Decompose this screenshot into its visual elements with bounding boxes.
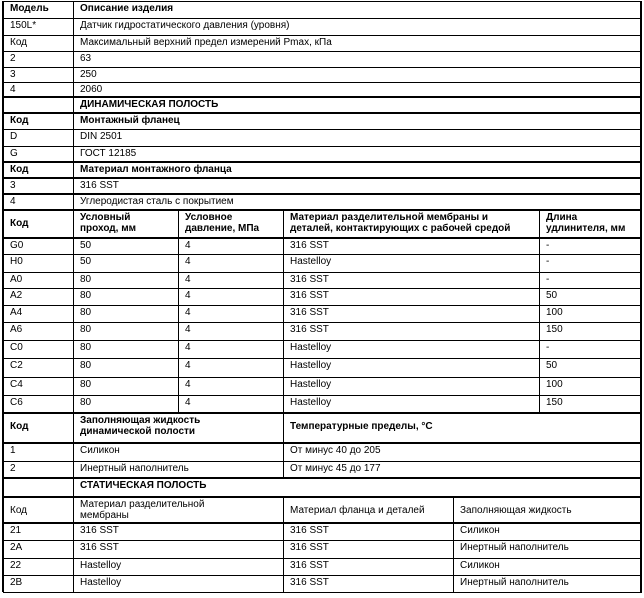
pressure-code: 2 [10,53,16,64]
membrane-row-dn: 80 [80,360,92,371]
static-row-fluid: Силикон [460,560,500,571]
static-row-code: 22 [10,560,22,571]
membrane-row-length: 50 [546,290,558,301]
membrane-row-code: G0 [10,240,24,251]
fill-row-temperature: От минус 40 до 205 [290,445,381,456]
pressure-header: Максимальный верхний предел измерений Pmax, кПа [80,37,332,48]
static-row-code: 2B [10,577,23,588]
membrane-row-code: C2 [10,360,23,371]
flange-code: D [10,131,18,142]
flange-value: DIN 2501 [80,131,123,142]
static-membrane-header: Материал разделительной мембраны [80,499,205,521]
flange-code: G [10,148,18,159]
membrane-row-code: C6 [10,397,23,408]
static-row-code: 21 [10,525,22,536]
membrane-row-material: Hastelloy [290,256,332,267]
membrane-row-code: A0 [10,274,23,285]
fill-row-fluid: Силикон [80,445,120,456]
flange-material-value: Углеродистая сталь с покрытием [80,196,234,207]
membrane-row-code: C4 [10,379,23,390]
membrane-row-dn: 80 [80,307,92,318]
pressure-value: 250 [80,69,97,80]
membrane-row-length: - [546,256,550,267]
static-cavity-title: СТАТИЧЕСКАЯ ПОЛОСТЬ [80,480,207,491]
membrane-row-length: 150 [546,397,563,408]
nominal-pressure-header: Условное давление, МПа [185,212,260,234]
flange-material-code: 3 [10,180,16,191]
dynamic-cavity-title: ДИНАМИЧЕСКАЯ ПОЛОСТЬ [80,99,219,110]
extension-length-header: Длина удлинителя, мм [546,212,626,234]
flange-value: ГОСТ 12185 [80,148,137,159]
membrane-row-dn: 50 [80,240,92,251]
static-row-flange: 316 SST [290,525,329,536]
flange-header: Монтажный фланец [80,115,180,126]
fill-code-header: Код [10,421,29,432]
pressure-value: 63 [80,53,92,64]
membrane-row-pn: 4 [185,360,191,371]
static-row-fluid: Инертный наполнитель [460,577,569,588]
membrane-row-material: Hastelloy [290,397,332,408]
membrane-row-dn: 80 [80,397,92,408]
static-row-membrane: Hastelloy [80,577,122,588]
membrane-row-code: A2 [10,290,23,301]
membrane-row-dn: 80 [80,342,92,353]
membrane-row-length: 50 [546,360,558,371]
membrane-row-dn: 80 [80,324,92,335]
membrane-row-pn: 4 [185,307,191,318]
membrane-row-pn: 4 [185,342,191,353]
membrane-row-pn: 4 [185,240,191,251]
membrane-row-material: 316 SST [290,290,329,301]
membrane-material-header: Материал разделительной мембраны и деталей, контактирующих с рабочей средой [290,212,511,234]
model-description: Датчик гидростатического давления (уровня) [80,20,290,31]
membrane-row-length: - [546,342,550,353]
static-row-flange: 316 SST [290,577,329,588]
description-column-header: Описание изделия [80,3,174,14]
static-row-membrane: 316 SST [80,525,119,536]
static-code-header: Код [10,505,28,516]
membrane-row-dn: 80 [80,379,92,390]
membrane-row-code: A4 [10,307,23,318]
static-row-flange: 316 SST [290,542,329,553]
membrane-row-length: - [546,274,550,285]
model-code: 150L* [10,20,37,31]
static-row-membrane: Hastelloy [80,560,122,571]
membrane-row-material: Hastelloy [290,360,332,371]
membrane-row-pn: 4 [185,324,191,335]
temperature-limits-header: Температурные пределы, °С [290,421,433,432]
static-row-membrane: 316 SST [80,542,119,553]
membrane-row-length: 100 [546,379,563,390]
membrane-row-pn: 4 [185,256,191,267]
static-row-flange: 316 SST [290,560,329,571]
flange-material-code-header: Код [10,164,29,175]
nominal-diameter-header: Условный проход, мм [80,212,136,234]
fill-fluid-header: Заполняющая жидкость динамической полости [80,415,201,437]
membrane-row-material: Hastelloy [290,342,332,353]
membrane-row-code: A6 [10,324,23,335]
static-fluid-header: Заполняющая жидкость [460,505,572,516]
membrane-code-header: Код [10,218,29,229]
flange-material-header: Материал монтажного фланца [80,164,232,175]
membrane-row-material: Hastelloy [290,379,332,390]
membrane-row-pn: 4 [185,397,191,408]
membrane-row-length: - [546,240,550,251]
static-flange-header: Материал фланца и деталей [290,505,425,516]
membrane-row-code: H0 [10,256,23,267]
fill-row-code: 1 [10,445,16,456]
fill-row-temperature: От минус 45 до 177 [290,463,381,474]
pressure-code: 4 [10,84,16,95]
flange-material-value: 316 SST [80,180,119,191]
membrane-row-code: C0 [10,342,23,353]
static-row-fluid: Инертный наполнитель [460,542,569,553]
fill-row-code: 2 [10,463,16,474]
pressure-value: 2060 [80,84,103,95]
static-row-fluid: Силикон [460,525,500,536]
membrane-row-length: 100 [546,307,563,318]
row-divider [3,592,642,593]
membrane-row-dn: 80 [80,274,92,285]
flange-material-code: 4 [10,196,16,207]
membrane-row-material: 316 SST [290,307,329,318]
membrane-row-pn: 4 [185,274,191,285]
membrane-row-material: 316 SST [290,274,329,285]
membrane-row-pn: 4 [185,290,191,301]
static-row-code: 2A [10,542,23,553]
membrane-row-pn: 4 [185,379,191,390]
pressure-code-header: Код [10,37,28,48]
membrane-row-dn: 80 [80,290,92,301]
pressure-code: 3 [10,69,16,80]
fill-row-fluid: Инертный наполнитель [80,463,189,474]
membrane-row-length: 150 [546,324,563,335]
membrane-row-material: 316 SST [290,240,329,251]
flange-code-header: Код [10,115,29,126]
model-column-header: Модель [10,3,49,14]
membrane-row-material: 316 SST [290,324,329,335]
membrane-row-dn: 50 [80,256,92,267]
